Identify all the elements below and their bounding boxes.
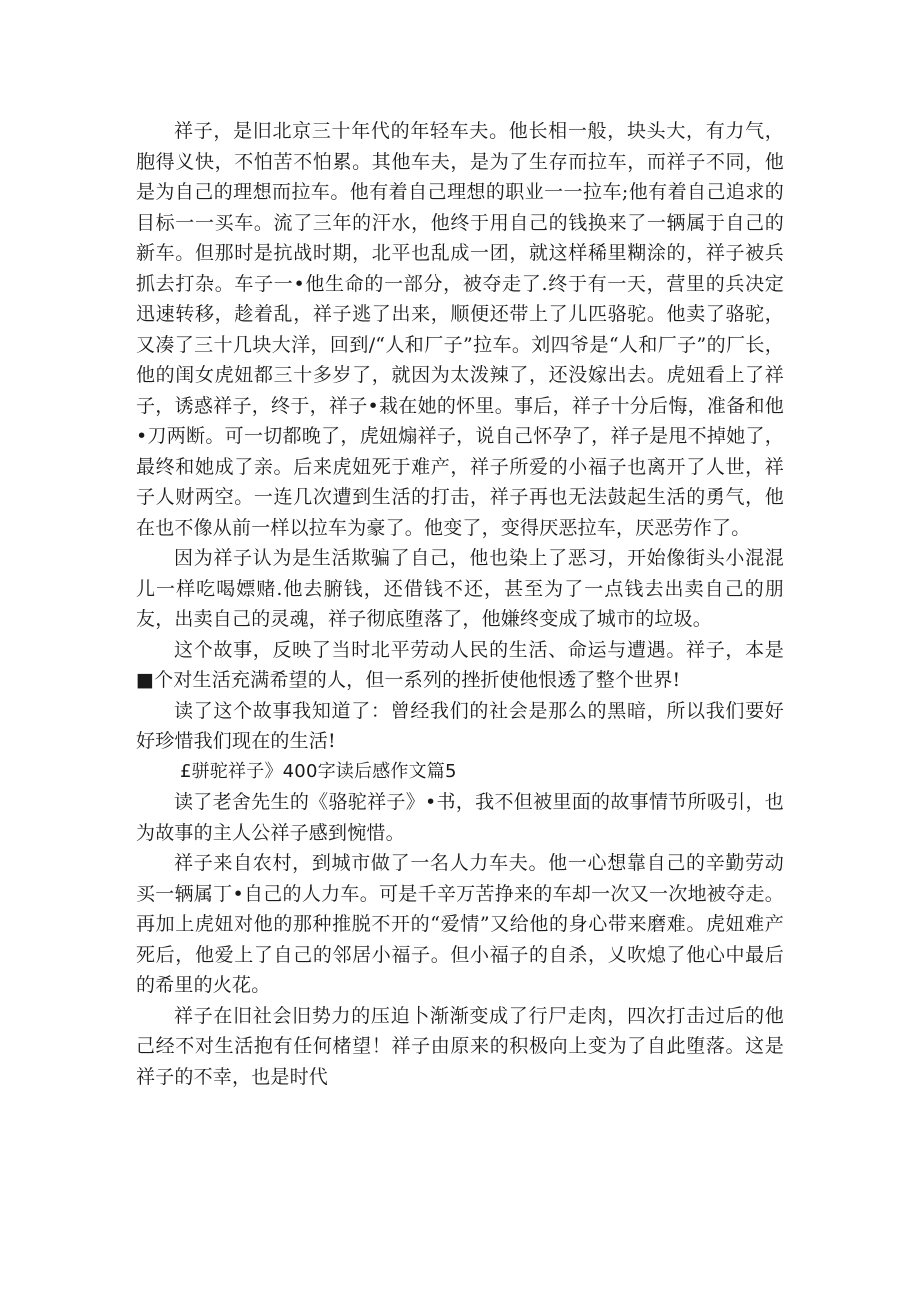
paragraph-xiangzi-degeneration: 因为祥子认为是生活欺骗了自己，他也染上了恶习，开始像街头小混混儿一样吃喝嫖赌.他去腑钱，还借钱不还，甚至为了一点钱去出卖自己的朋友，出卖自己的灵魂，祥子彻底堕落了，他嫌终变成了城市的垃圾。 <box>136 547 784 630</box>
document-body <box>136 116 784 1092</box>
paragraph-essay5-analysis: 祥子在旧社会旧势力的压迫卜渐渐变成了行尸走肉，四次打击过后的他己经不对生活抱有任何楮望！祥子由原来的积极向上变为了自此堕落。这是祥子的不幸，也是时代 <box>136 1004 784 1088</box>
paragraph-xiangzi-story: 祥子，是旧北京三十年代的年轻车夫。他长相一般，块头大，有力气，胞得义快，不怕苦不怕累。其他车夫，是为了生存而拉车，而祥子不同，他是为自己的理想而拉车。他有着自己理想的职业一一拉车;他有着自己追求的目标一一买车。流了三年的汗水，他终于用自己的钱换来了一辆属于自己的新车。但那时是抗战时期，北平也乱成一团，就这样稀里糊涂的，祥子被兵抓去打杂。车子一•他生命的一部分，被夺走了.终于有一天，营里的兵决定迅速转移，趁着乱，祥子逃了出来，顺便还带上了儿匹骆驼。他卖了骆驼，又凑了三十几块大洋，回到/“人和厂子”拉车。刘四爷是“人和厂子”的厂长，他的闺女虎妞都三十多岁了，就因为太泼辣了，还没嫁出去。虎妞看上了祥子，诱惑祥子，终于，祥子•栽在她的怀里。事后，祥子十分后悔，准备和他•刀两断。可一切都晚了，虎妞煽祥子，说自己怀孕了，祥子是甩不掉她了，最终和她成了亲。后来虎妞死于难产，祥子所爱的小福子也离开了人世，祥子人财两空。一连几次遭到生活的打击，祥子再也无法鼓起生活的勇气，他在也不像从前一样以拉车为豪了。他变了，变得厌恶拉车，厌恶劳作了。 <box>136 120 784 539</box>
paragraph-essay5-summary: 祥子来自农村，到城市做了一名人力车夫。他一心想靠自己的辛勤劳动买一辆属丁•自己的人力车。可是千辛万苦挣来的车却一次又一次地被夺走。再加上虎妞对他的那种推脱不开的“爱情”又给他的身心带来磨难。虎妞难产死后，他爱上了自己的邻居小福子。但小福子的自杀，乂吹熄了他心中最后的希里的火花。 <box>136 852 784 996</box>
paragraph-lesson: 读了这个故事我知道了：曾经我们的社会是那么的黑暗，所以我们要好好珍惜我们现在的生活! <box>136 699 784 752</box>
essay-heading: £骈驼祥子》400字读后感作文篇5 <box>180 760 457 782</box>
paragraph-essay5-intro: 读了老舍先生的《骆驼祥子》•书，我不但被里面的故事情节所吸引，也为故事的主人公祥子感到惋惜。 <box>136 791 784 844</box>
paragraph-story-reflection: 这个故事，反映了当时北平劳动人民的生活、命运与遭遇。祥子，本是■个对生活充满希望的人，但一系列的挫折使他恨透了整个世界! <box>136 638 784 691</box>
